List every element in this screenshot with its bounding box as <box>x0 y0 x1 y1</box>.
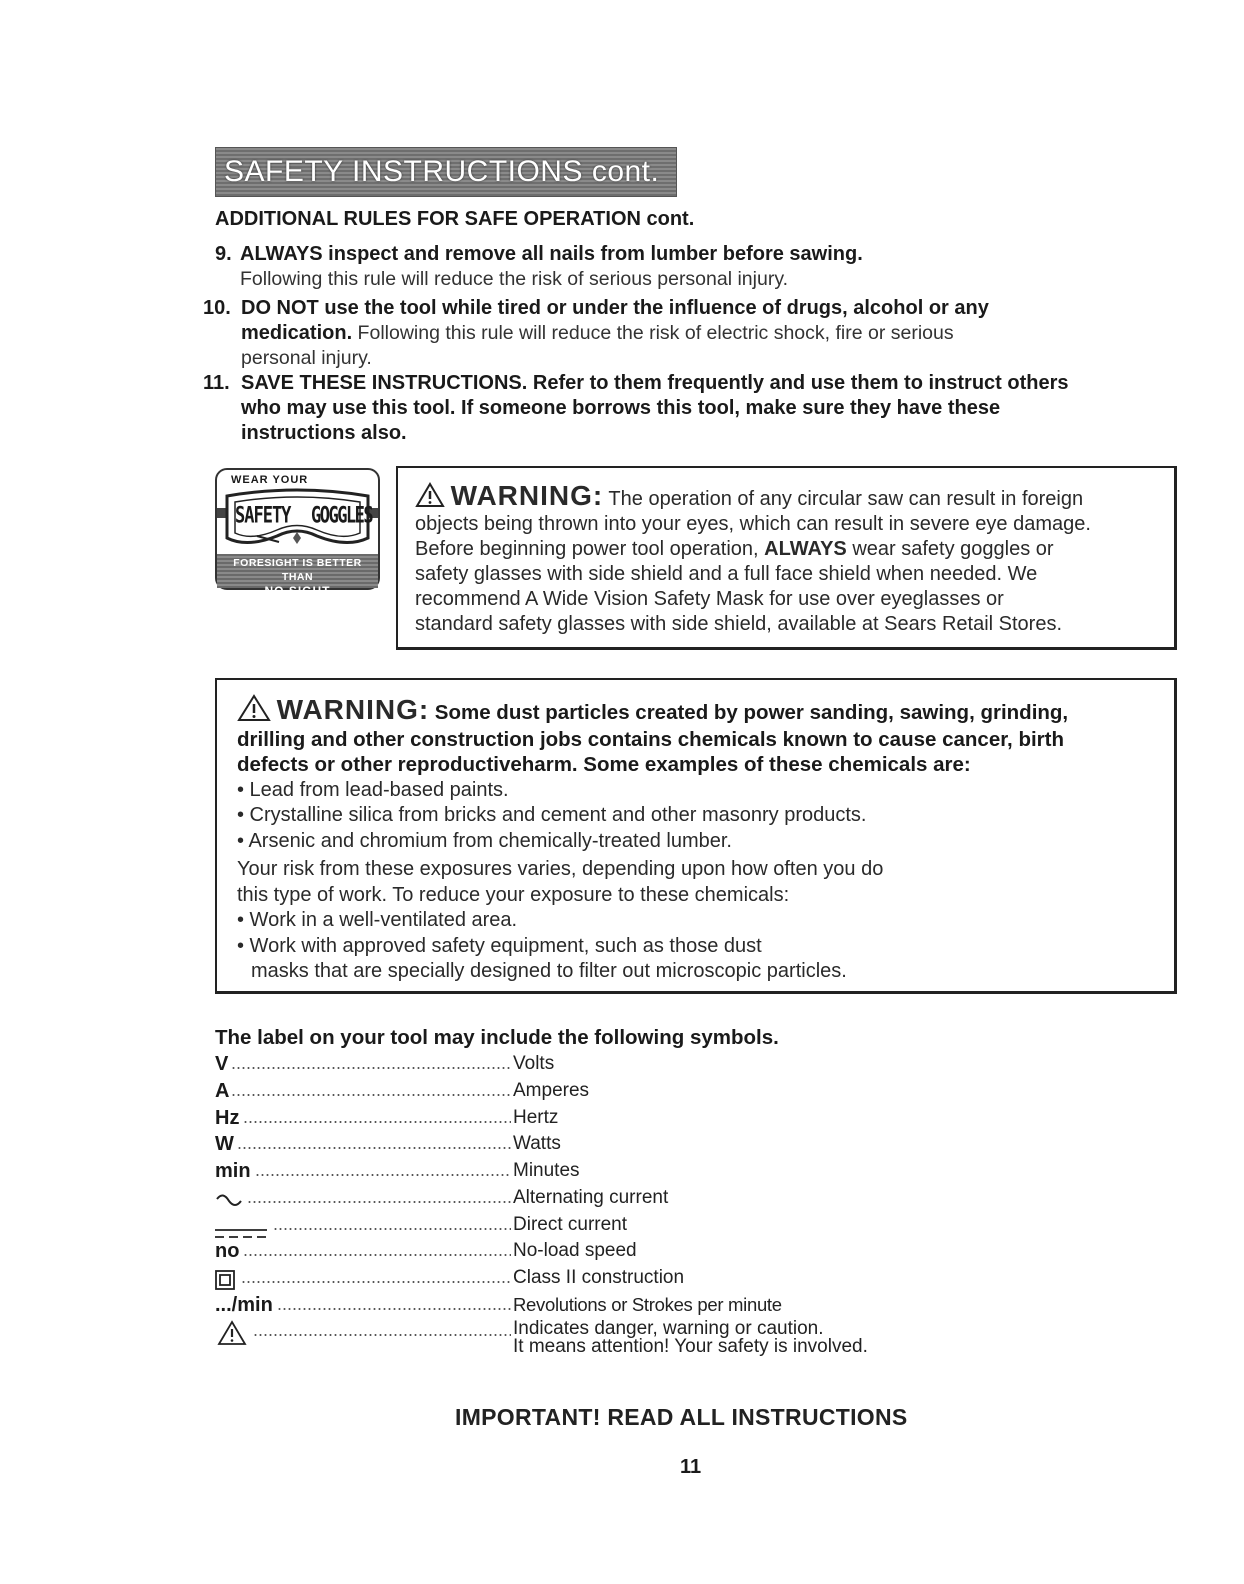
section-title: ADDITIONAL RULES FOR SAFE OPERATION cont. <box>215 208 695 230</box>
banner-title: SAFETY INSTRUCTIONS cont. <box>224 155 660 188</box>
warning-box-dust <box>215 678 1177 994</box>
symbol-code: .../min <box>215 1294 273 1316</box>
symbol-meaning: Class II construction <box>513 1267 685 1288</box>
symbol-meaning: Indicates danger, warning or caution. <box>513 1318 824 1339</box>
direct-current-icon <box>215 1220 269 1242</box>
warning-text: wear safety goggles or <box>852 538 1054 560</box>
symbol-row <box>215 1053 935 1079</box>
example-item: • Lead from lead-based paints. <box>237 778 509 801</box>
symbol-row <box>215 1133 935 1159</box>
important-notice: IMPORTANT! READ ALL INSTRUCTIONS <box>455 1404 908 1430</box>
symbol-row <box>215 1160 935 1186</box>
example-item: • Crystalline silica from bricks and cement and other masonry products. <box>237 804 867 826</box>
warning-label: WARNING: <box>276 694 430 725</box>
tip-item: • Work with approved safety equipment, such as those dust <box>237 934 762 957</box>
warning-triangle-icon <box>415 482 445 508</box>
safety-goggles-badge <box>215 468 380 598</box>
warning-text: Some dust particles created by power sanding, sawing, grinding, <box>434 701 1069 724</box>
warning-triangle-icon <box>217 1320 247 1346</box>
symbol-row <box>215 1187 935 1213</box>
alternating-current-icon <box>215 1193 243 1209</box>
rule-bold: instructions also. <box>241 422 407 444</box>
symbol-meaning: Alternating current <box>513 1187 669 1208</box>
symbol-code: no <box>215 1240 240 1262</box>
symbol-row <box>215 1080 935 1106</box>
rule-number: 10. <box>203 297 231 319</box>
symbol-code: Hz <box>215 1107 240 1129</box>
symbol-meaning: Minutes <box>513 1160 580 1181</box>
badge-top-text: WEAR YOUR <box>231 474 309 486</box>
symbol-meaning: Amperes <box>513 1080 590 1101</box>
symbol-row <box>215 1107 935 1133</box>
symbol-code-wrapper <box>215 1294 273 1317</box>
rule-number: 9. <box>215 243 232 265</box>
section-banner <box>215 147 677 197</box>
symbol-code: W <box>215 1133 234 1155</box>
symbols-title: The label on your tool may include the following symbols. <box>215 1026 779 1049</box>
symbol-meaning: Revolutions or Strokes per minute <box>513 1294 782 1315</box>
rule-bold: DO NOT use the tool while tired or under the influence of drugs, alcohol or any <box>241 297 989 319</box>
warning-emphasis: ALWAYS <box>764 538 847 560</box>
symbol-row <box>215 1320 935 1364</box>
symbol-meaning: No-load speed <box>513 1240 637 1261</box>
warning-text: objects being thrown into your eyes, which can result in severe eye damage. <box>415 513 1091 535</box>
warning-triangle-icon <box>237 694 271 722</box>
rule-10 <box>203 296 1193 371</box>
symbol-code: V <box>215 1053 229 1075</box>
warning-text: recommend A Wide Vision Safety Mask for use over eyeglasses or <box>415 588 1004 610</box>
rule-bold: who may use this tool. If someone borrows this tool, make sure they have these <box>241 397 1001 419</box>
warning-text: safety glasses with side shield and a full face shield when needed. We <box>415 563 1038 585</box>
symbol-row <box>215 1294 935 1320</box>
symbol-meaning: Volts <box>513 1053 555 1074</box>
badge-safety-text: SAFETY <box>235 503 291 529</box>
example-item: • Arsenic and chromium from chemically-treated lumber. <box>237 829 732 852</box>
symbol-meaning: Watts <box>513 1133 561 1154</box>
warning-text: Before beginning power tool operation, <box>415 538 759 560</box>
rule-9 <box>215 242 1195 292</box>
class-ii-construction-icon <box>215 1270 235 1290</box>
warning-box-eye <box>396 466 1177 650</box>
warning-text: defects or other reproductiveharm. Some examples of these chemicals are: <box>237 753 971 776</box>
symbol-code: A <box>215 1080 230 1102</box>
rule-11 <box>203 371 1193 446</box>
page-number: 11 <box>680 1456 702 1478</box>
badge-bottom-line2: NO SIGHT <box>264 584 331 598</box>
badge-banner <box>217 554 378 598</box>
rule-text: Following this rule will reduce the risk of electric shock, fire or serious <box>352 322 954 344</box>
symbol-row <box>215 1267 935 1293</box>
warning-text: The operation of any circular saw can result in foreign <box>608 488 1084 510</box>
symbol-meaning: Direct current <box>513 1214 628 1235</box>
tip-item: masks that are specially designed to filter out microscopic particles. <box>251 960 847 982</box>
symbol-meaning: Hertz <box>513 1107 559 1128</box>
badge-bottom-line1: FORESIGHT IS BETTER THAN <box>233 557 362 583</box>
warning-text: drilling and other construction jobs contains chemicals known to cause cancer, birth <box>237 727 1064 751</box>
rule-number: 11. <box>203 372 230 394</box>
risk-text: this type of work. To reduce your exposure to these chemicals: <box>237 883 790 906</box>
rule-text: Following this rule will reduce the risk of serious personal injury. <box>240 268 789 290</box>
badge-goggles-text: GOGGLES <box>311 503 373 529</box>
symbol-row <box>215 1240 935 1266</box>
warning-label: WARNING: <box>450 480 604 511</box>
rule-bold: medication. <box>241 322 353 344</box>
risk-text: Your risk from these exposures varies, depending upon how often you do <box>237 858 884 880</box>
warning-text: standard safety glasses with side shield, available at Sears Retail Stores. <box>415 613 1063 635</box>
rule-bold: ALWAYS inspect and remove all nails from lumber before sawing. <box>240 243 863 265</box>
rule-bold: SAVE THESE INSTRUCTIONS. Refer to them frequently and use them to instruct others <box>241 372 1069 394</box>
symbol-meaning-detail: It means attention! Your safety is involved. <box>513 1336 868 1357</box>
symbol-code: min <box>215 1160 251 1182</box>
symbol-row <box>215 1214 935 1240</box>
rule-text: personal injury. <box>241 347 372 369</box>
tip-item: • Work in a well-ventilated area. <box>237 909 518 931</box>
